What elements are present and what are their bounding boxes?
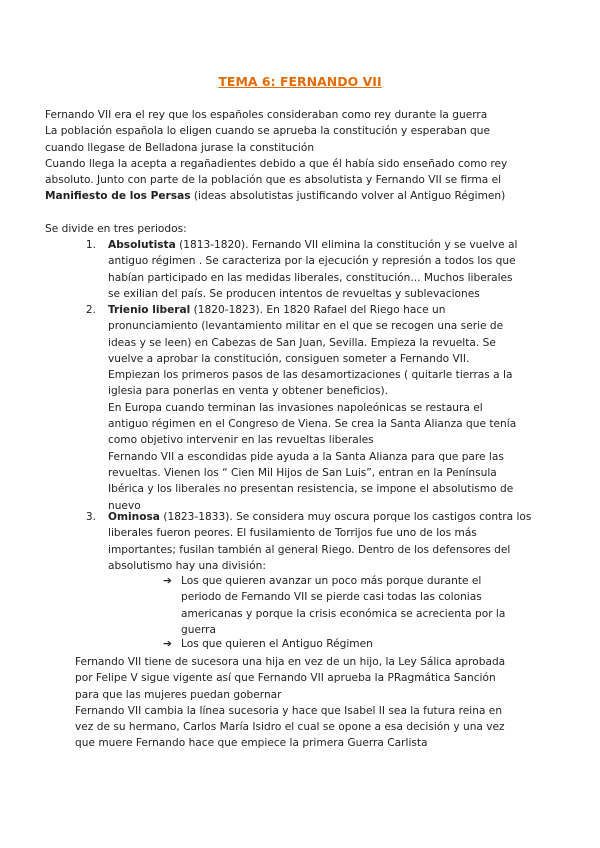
period-line: como objetivo intervenir en las revueltas liberales	[108, 434, 374, 447]
period-line: Fernando VII a escondidas pide ayuda a la Santa Alianza para que pare las	[108, 450, 504, 463]
intro-line: cuando llegase de Belladona jurase la constitución	[45, 141, 315, 154]
division-line: periodo de Fernando VII se pierde casi todas las colonias	[181, 591, 482, 604]
division-line: Los que quieren el Antiguo Régimen	[181, 638, 373, 650]
period-line: antiguo régimen . Se caracteriza por la ejecución y represión a todos los que	[108, 255, 516, 268]
period-line: Empiezan los primeros pasos de las desamortizaciones ( quitarle tierras a la	[108, 369, 513, 382]
intro-line	[45, 188, 507, 204]
period-line: (1823-1833). Se considera muy oscura porque los castigos contra los	[159, 511, 532, 523]
period-line: revueltas. Vienen los “ Cien Mil Hijos de San Luis”, entran en la Península	[108, 466, 497, 479]
period-name: Ominosa	[108, 511, 160, 523]
closing-line: que muere Fernando hace que empiece la primera Guerra Carlista	[75, 737, 428, 750]
period-number: 3.	[85, 511, 96, 523]
period-line: (1813-1820). Fernando VII elimina la constitución y se vuelve al	[175, 239, 518, 251]
period-number: 1.	[85, 239, 96, 251]
arrow-right-icon: ➔	[163, 638, 172, 650]
page-title: TEMA 6: FERNANDO VII	[218, 74, 382, 89]
manifesto-desc: (ideas absolutistas justificando volver al Antiguo Régimen)	[190, 190, 506, 203]
intro-line: Fernando VII era el rey que los españoles consideraban como rey durante la guerra	[45, 109, 488, 121]
closing-line: por Felipe V sigue vigente así que Fernando VII aprueba la PRagmática Sanción	[75, 672, 496, 685]
intro-paragraph	[45, 107, 507, 205]
period-line: se exilian del país. Se producen intentos de revueltas y sublevaciones	[108, 287, 480, 300]
period-line: habían participado en las medidas liberales, constitución... Muchos liberales	[108, 271, 513, 284]
closing-line: para que las mujeres puedan gobernar	[75, 688, 282, 701]
period-number: 2.	[85, 304, 96, 316]
period-name: Absolutista	[108, 239, 176, 251]
division-line: Los que quieren avanzar un poco más porque durante el	[181, 575, 482, 587]
period-line: liberales fueron peores. El fusilamiento de Torrijos fue uno de los más	[108, 527, 477, 540]
period-line: nuevo	[108, 499, 141, 512]
manifesto-term: Manifiesto de los Persas	[45, 190, 191, 203]
intro-line: absoluto. Junto con parte de la población que es absolutista y Fernando VII se firma el	[45, 174, 502, 187]
period-line: pronunciamiento (levantamiento militar en el que se recogen una serie de	[108, 320, 504, 333]
closing-line: vez de su hermano, Carlos María Isidro el cual se opone a esa decisión y una vez	[75, 721, 505, 734]
division-line: americanas y porque la crisis económica se acrecienta por la	[181, 607, 506, 620]
closing-line: Fernando VII tiene de sucesora una hija en vez de un hijo, la Ley Sálica aprobada	[75, 656, 506, 668]
intro-line: Cuando llega la acepta a regañadientes debido a que él había sido enseñado como rey	[45, 157, 508, 170]
period-text	[108, 509, 531, 574]
period-text	[108, 302, 516, 514]
division-line: guerra	[181, 623, 216, 636]
period-line: En Europa cuando terminan las invasiones napoleónicas se restaura el	[108, 401, 483, 414]
period-text	[108, 237, 517, 302]
period-line: importantes; fusilan también al general Riego. Dentro de los defensores del	[108, 543, 511, 556]
closing-paragraph	[75, 654, 505, 752]
period-line: ideas y se leen) en Cabezas de San Juan, Sevilla. Empieza la revuelta. Se	[108, 336, 496, 349]
period-name: Trienio liberal	[108, 304, 191, 316]
closing-line: Fernando VII cambia la línea sucesoria y hace que Isabel II sea la futura reina en	[75, 704, 503, 717]
division-text	[181, 636, 373, 652]
period-line: antiguo régimen en el Congreso de Viena. Se crea la Santa Alianza que tenía	[108, 418, 517, 431]
period-line: (1820-1823). En 1820 Rafael del Riego hace un	[190, 304, 446, 316]
periods-intro: Se divide en tres periodos:	[45, 223, 187, 235]
period-line: absolutismo hay una división:	[108, 559, 266, 572]
period-line: vuelve a aprobar la constitución, consiguen someter a Fernando VII.	[108, 352, 470, 365]
period-line: iglesia para ponerlas en venta y obtener beneficios).	[108, 385, 388, 398]
period-line: Ibérica y los liberales no presentan resistencia, se impone el absolutismo de	[108, 483, 514, 496]
division-text	[181, 573, 505, 638]
intro-line: La población española lo eligen cuando se aprueba la constitución y esperaban que	[45, 125, 490, 138]
arrow-right-icon: ➔	[163, 575, 172, 587]
